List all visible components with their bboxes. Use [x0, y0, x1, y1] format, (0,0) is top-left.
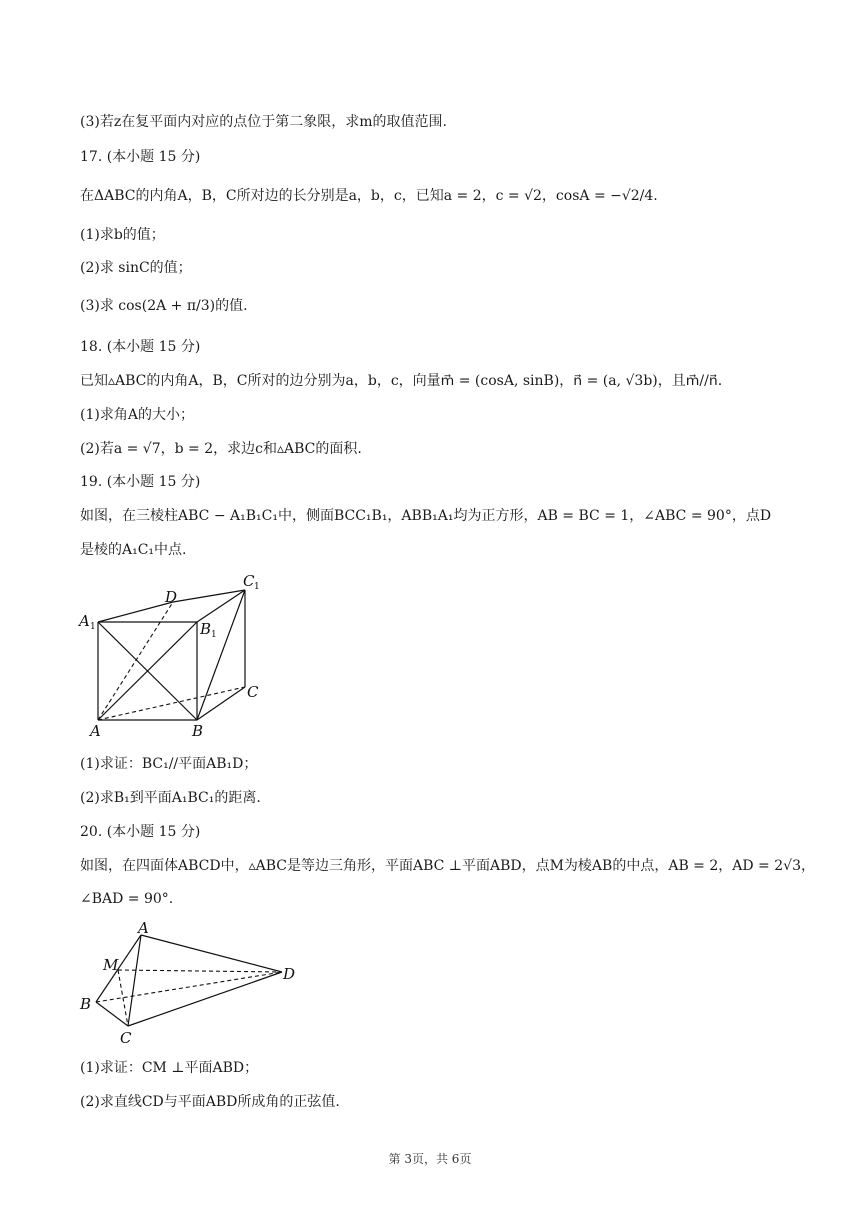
label-C1: C — [243, 572, 255, 590]
q16-part3: (3)若z在复平面内对应的点位于第二象限，求m的取值范围. — [80, 114, 447, 130]
label-D: D — [165, 588, 178, 606]
label-A1-sub: 1 — [90, 622, 96, 632]
q17-part2: (2)求 sinC的值； — [80, 260, 192, 276]
label-C: C — [247, 683, 259, 701]
q18-part2: (2)若a = √7，b = 2，求边c和▵ABC的面积. — [80, 441, 362, 457]
label-B1-sub: 1 — [211, 630, 217, 640]
label-B: B — [80, 995, 92, 1013]
q19-statement-cont: 是棱的A₁C₁中点. — [80, 542, 187, 558]
q18-statement: 已知▵ABC的内角A，B，C所对的边分别为a，b，c，向量m⃗ = (cosA, sinB)，n⃗ = (a, √3b)，且m⃗//n⃗. — [80, 373, 723, 389]
prism-figure — [75, 570, 275, 740]
q18-part1: (1)求角A的大小； — [80, 407, 194, 423]
label-C1-sub: 1 — [254, 582, 260, 592]
q19-part1: (1)求证：BC₁//平面AB₁D； — [80, 756, 258, 772]
label-M: M — [103, 956, 119, 974]
label-A1: A — [79, 612, 90, 630]
page-footer: 第 3页，共 6页 — [388, 1152, 472, 1166]
q20-part1: (1)求证：CM ⊥平面ABD； — [80, 1060, 259, 1076]
tetrahedron-figure — [75, 920, 315, 1050]
q17-heading: 17. (本小题 15 分) — [80, 149, 201, 165]
label-C: C — [120, 1029, 132, 1047]
q18-heading: 18. (本小题 15 分) — [80, 339, 201, 355]
label-A: A — [138, 920, 149, 937]
q20-heading: 20. (本小题 15 分) — [80, 824, 201, 840]
q19-statement: 如图，在三棱柱ABC − A₁B₁C₁中，侧面BCC₁B₁，ABB₁A₁均为正方形，AB = BC = 1，∠ABC = 90°，点D — [80, 508, 772, 524]
q17-part1: (1)求b的值； — [80, 227, 165, 243]
label-A: A — [90, 722, 101, 740]
q17-part3: (3)求 cos(2A + π/3)的值. — [80, 298, 248, 314]
label-B: B — [192, 722, 204, 740]
q20-statement: 如图，在四面体ABCD中，▵ABC是等边三角形，平面ABC ⊥平面ABD，点M为棱AB的中点，AB = 2，AD = 2√3， — [80, 858, 815, 874]
label-D: D — [283, 965, 296, 983]
q19-part2: (2)求B₁到平面A₁BC₁的距离. — [80, 790, 261, 806]
q20-statement-cont: ∠BAD = 90°. — [80, 891, 174, 907]
q19-heading: 19. (本小题 15 分) — [80, 474, 201, 490]
label-B1: B — [200, 620, 212, 638]
q17-statement: 在ΔABC的内角A，B，C所对边的长分别是a，b，c，已知a = 2，c = √2，cosA = −√2/4. — [80, 188, 658, 204]
q20-part2: (2)求直线CD与平面ABD所成角的正弦值. — [80, 1094, 340, 1110]
